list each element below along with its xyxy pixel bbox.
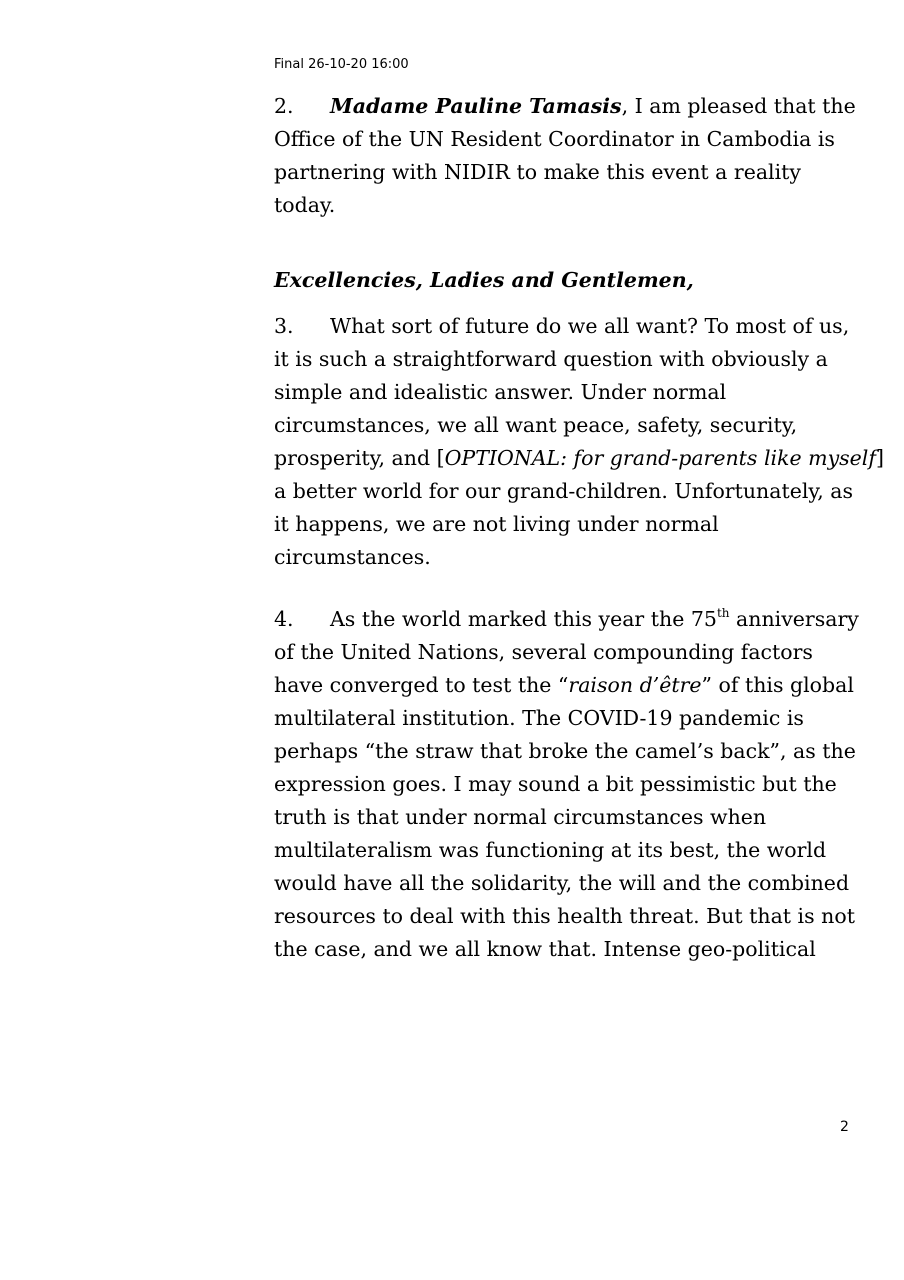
text-line: perhaps “the straw that broke the camel’s back”, as the <box>274 739 856 763</box>
text-line: simple and idealistic answer. Under normal <box>274 380 727 404</box>
text-line: multilateralism was functioning at its best, the world <box>274 838 827 862</box>
text-run: ” of this global <box>701 673 854 697</box>
text-line: today. <box>274 193 336 217</box>
text-line <box>274 669 854 702</box>
text-line <box>274 442 884 475</box>
text-line: resources to deal with this health threat. But that is not <box>274 904 855 928</box>
text-line: a better world for our grand-children. Unfortunately, as <box>274 479 854 503</box>
paragraph-2 <box>274 90 856 222</box>
addressee-name: Madame Pauline Tamasis <box>330 94 622 118</box>
text-line: expression goes. I may sound a bit pessimistic but the <box>274 772 837 796</box>
text-run: What sort of future do we all want? To most of us, <box>330 314 850 338</box>
foreign-phrase: raison d’être <box>568 673 702 697</box>
text-line: multilateral institution. The COVID-19 pandemic is <box>274 706 804 730</box>
paragraph-number: 2. <box>274 94 294 118</box>
text-run: , I am pleased that the <box>621 94 856 118</box>
text-run: As the world marked this year the 75 <box>330 607 717 631</box>
text-line: the case, and we all know that. Intense geo-political <box>274 937 816 961</box>
paragraph-number: 3. <box>274 314 294 338</box>
paragraph-3 <box>274 310 884 574</box>
text-line: circumstances, we all want peace, safety, security, <box>274 413 798 437</box>
text-line: of the United Nations, several compounding factors <box>274 640 813 664</box>
optional-note: OPTIONAL: for grand-parents like myself <box>444 446 876 470</box>
paragraph-4 <box>274 603 859 966</box>
text-line: truth is that under normal circumstances when <box>274 805 767 829</box>
text-line: circumstances. <box>274 545 431 569</box>
text-line <box>274 90 856 123</box>
ordinal-suffix: th <box>716 606 730 621</box>
text-run: ] <box>875 446 884 470</box>
text-line <box>274 310 850 343</box>
text-line: it happens, we are not living under normal <box>274 512 719 536</box>
salutation-heading: Excellencies, Ladies and Gentlemen, <box>274 268 694 292</box>
text-line <box>274 603 859 636</box>
text-run: anniversary <box>729 607 859 631</box>
text-line: Office of the UN Resident Coordinator in Cambodia is <box>274 127 835 151</box>
text-line: it is such a straightforward question with obviously a <box>274 347 828 371</box>
text-line: partnering with NIDIR to make this event a reality <box>274 160 801 184</box>
version-note: Final 26-10-20 16:00 <box>274 57 409 72</box>
paragraph-number: 4. <box>274 607 294 631</box>
text-line: would have all the solidarity, the will and the combined <box>274 871 850 895</box>
page-number: 2 <box>840 1119 849 1135</box>
text-run: prosperity, and [ <box>274 446 445 470</box>
text-run: have converged to test the “ <box>274 673 569 697</box>
